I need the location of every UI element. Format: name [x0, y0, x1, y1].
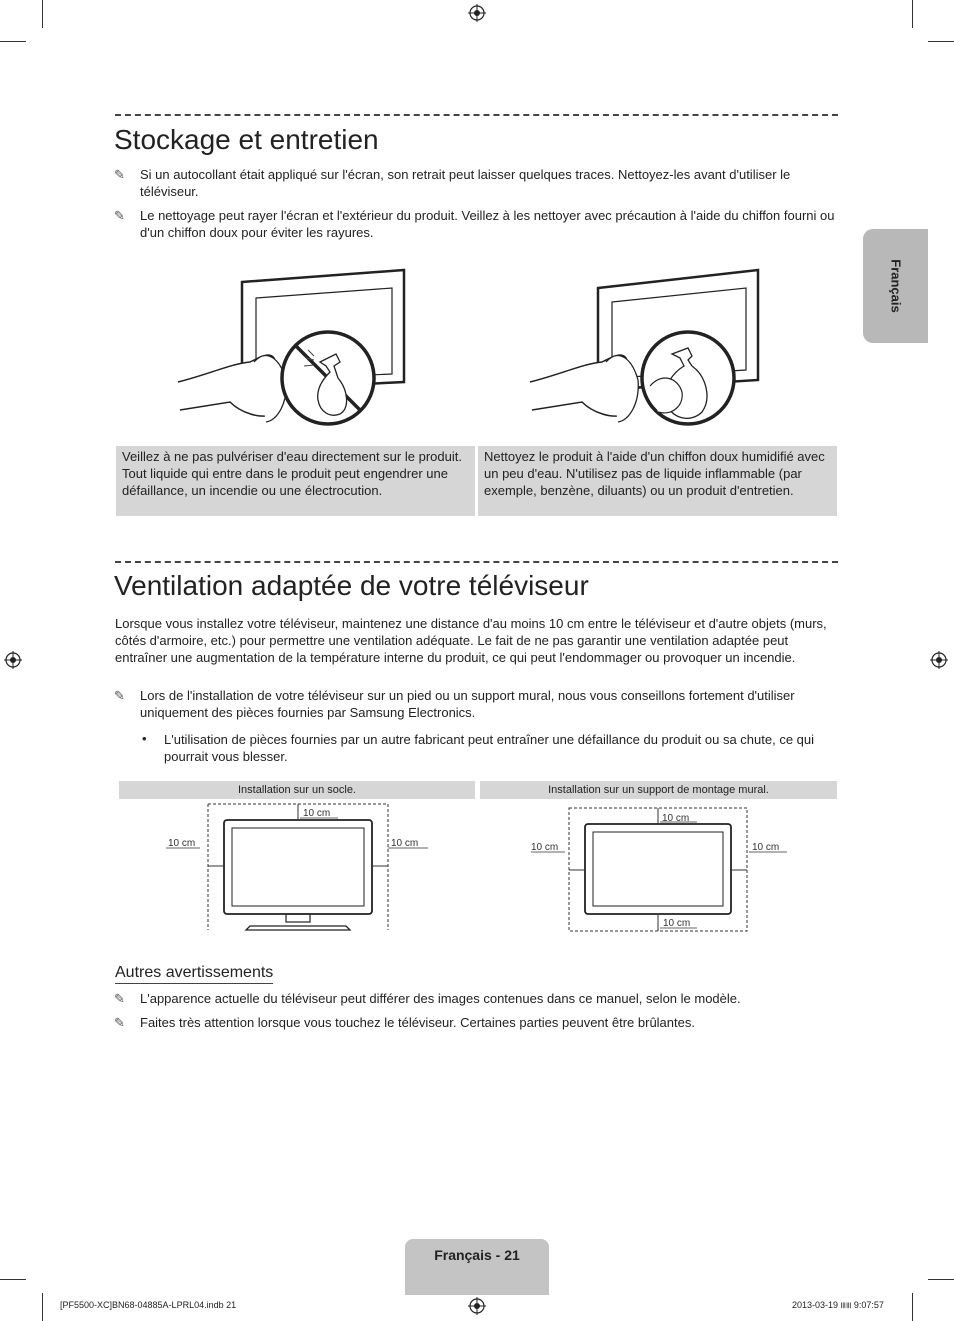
- diagram-header-stand: Installation sur un socle.: [119, 781, 475, 799]
- dimension-label-top: 10 cm: [303, 808, 331, 819]
- caption-text: Veillez à ne pas pulvériser d'eau directement sur le produit. Tout liquide qui entre dans le produit peut engendrer une défaillance, un incendie ou une électrocution.: [122, 449, 462, 498]
- registration-mark-icon: [468, 1297, 486, 1315]
- page-number-tab: [405, 1239, 549, 1295]
- bullet-marker: •: [142, 731, 147, 746]
- note-text: Le nettoyage peut rayer l'écran et l'extérieur du produit. Veillez à les nettoyer avec précaution à l'aide du chiffon fourni ou d'un chiffon doux pour éviter les rayures.: [140, 208, 835, 240]
- note-text: Si un autocollant était appliqué sur l'écran, son retrait peut laisser quelques traces. Nettoyez-les avant d'utiliser le téléviseur.: [140, 167, 791, 199]
- section-title-ventilation: Ventilation adaptée de votre téléviseur: [114, 570, 589, 601]
- pencil-note-icon: ✎: [114, 208, 125, 223]
- stand-installation-diagram: [160, 800, 440, 935]
- caption-cleaning: [478, 446, 837, 516]
- pencil-note-icon: ✎: [114, 1015, 125, 1030]
- crop-mark: [928, 1279, 954, 1280]
- crop-mark: [928, 41, 954, 42]
- footer-file-name: [PF5500-XC]BN68-04885A-LPRL04.indb 21: [60, 1300, 237, 1310]
- crop-mark: [0, 1279, 26, 1280]
- page-number-label: Français - 21: [434, 1247, 520, 1263]
- dimension-label-left: 10 cm: [168, 838, 196, 849]
- section-title-storage: Stockage et entretien: [114, 124, 379, 155]
- section-divider: [115, 561, 838, 563]
- bullet-text: L'utilisation de pièces fournies par un autre fabricant peut entraîner une défaillance du produit ou sa chute, ce qui pourrait vous blesser.: [164, 732, 815, 764]
- crop-mark: [0, 41, 26, 42]
- pencil-note-icon: ✎: [114, 991, 125, 1006]
- crop-mark: [912, 0, 913, 28]
- footer-timestamp: 2013-03-19 ꠲꠲ 9:07:57: [792, 1300, 884, 1310]
- note-text: L'apparence actuelle du téléviseur peut différer des images contenues dans ce manuel, selon le modèle.: [140, 991, 741, 1006]
- note-text: Lors de l'installation de votre téléviseur sur un pied ou un support mural, nous vous conseillons fortement d'utiliser uniquement des pièces fournies par Samsung Electronics.: [140, 688, 795, 720]
- dimension-label-bottom: 10 cm: [663, 918, 691, 929]
- caption-text: Nettoyez le produit à l'aide d'un chiffon doux humidifié avec un peu d'eau. N'utilisez pas de liquide inflammable (par exemple, benzène, diluants) ou un produit d'entretien.: [484, 449, 825, 498]
- no-spray-illustration: [170, 262, 420, 442]
- note-item: [114, 990, 840, 1007]
- language-side-tab: [863, 229, 928, 343]
- note-item: [114, 207, 840, 241]
- note-item: [114, 1014, 840, 1031]
- note-item: [114, 166, 840, 200]
- dimension-label-right: 10 cm: [391, 838, 419, 849]
- pencil-note-icon: ✎: [114, 167, 125, 182]
- wall-installation-diagram: [525, 800, 795, 935]
- language-label: Français: [888, 259, 903, 313]
- ventilation-paragraph: Lorsque vous installez votre téléviseur, maintenez une distance d'au moins 10 cm entre le téléviseur et d'autre objets (murs, côtés d'armoire, etc.) pour permettre une ventilation adéquate. Le fait de ne pas garantir une ventilation adaptée peut entraîner une augmentation de la température interne du produit, ce qui peut l'endommager ou provoquer un incendie.: [115, 616, 827, 665]
- section-divider: [115, 114, 838, 116]
- subsection-title-other-warnings: Autres avertissements: [115, 964, 273, 984]
- registration-mark-icon: [468, 4, 486, 22]
- crop-mark: [912, 1293, 913, 1321]
- dimension-label-right: 10 cm: [752, 842, 780, 853]
- cleaning-cloth-illustration: [522, 262, 772, 442]
- note-item: [114, 687, 840, 721]
- crop-mark: [42, 0, 43, 28]
- diagram-header-wall: Installation sur un support de montage mural.: [480, 781, 837, 799]
- caption-no-spray: [116, 446, 475, 516]
- registration-mark-icon: [930, 651, 948, 669]
- registration-mark-icon: [4, 651, 22, 669]
- pencil-note-icon: ✎: [114, 688, 125, 703]
- note-text: Faites très attention lorsque vous touchez le téléviseur. Certaines parties peuvent être brûlantes.: [140, 1015, 695, 1030]
- dimension-label-left: 10 cm: [531, 842, 559, 853]
- dimension-label-top: 10 cm: [662, 813, 690, 824]
- crop-mark: [42, 1293, 43, 1321]
